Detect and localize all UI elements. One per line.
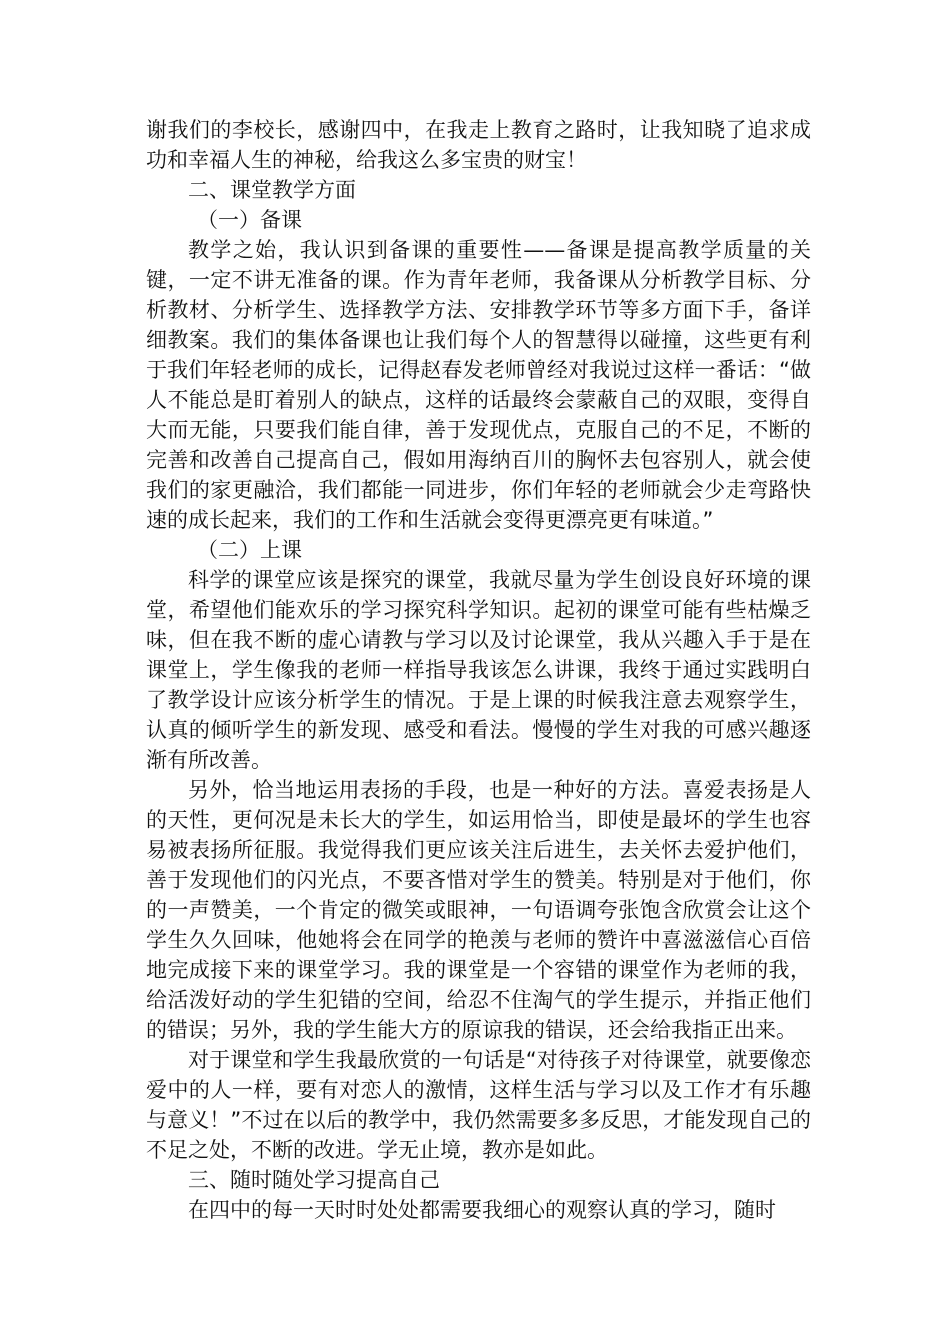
paragraph-favorite-quote: 对于课堂和学生我最欣赏的一句话是“对待孩子对待课堂，就要像恋爱中的人一样，要有对恋人的激情，这样生活与学习以及工作才有乐趣与意义！”不过在以后的教学中，我仍然需要多多反思，才能发现自己的不足之处，不断的改进。学无止境，教亦是如此。 [146, 1048, 811, 1162]
paragraph-lesson-prep: 教学之始，我认识到备课的重要性——备课是提高教学质量的关键，一定不讲无准备的课。作为青年老师，我备课从分析教学目标、分析教材、分析学生、选择教学方法、安排教学环节等多方面下手，备详细教案。我们的集体备课也让我们每个人的智慧得以碰撞，这些更有利于我们年轻老师的成长，记得赵春发老师曾经对我说过这样一番话：“做人不能总是盯着别人的缺点，这样的话最终会蒙蔽自己的双眼，变得自大而无能，只要我们能自律，善于发现优点，克服自己的不足，不断的完善和改善自己提高自己，假如用海纳百川的胸怀去包容别人，就会使我们的家更融洽，我们都能一同进步，你们年轻的老师就会少走弯路快速的成长起来，我们的工作和生活就会变得更漂亮更有味道。” [146, 238, 811, 532]
subheading-lesson-prep: （一）备课 [197, 208, 302, 232]
section-heading-learning: 三、随时随处学习提高自己 [188, 1168, 440, 1192]
section-heading-classroom-teaching: 二、课堂教学方面 [188, 178, 356, 202]
subheading-class: （二）上课 [197, 538, 302, 562]
paragraph-thanks: 谢我们的李校长，感谢四中，在我走上教育之路时，让我知晓了追求成功和幸福人生的神秘，给我这么多宝贵的财宝！ [146, 118, 811, 172]
document-body [146, 115, 811, 1225]
paragraph-class: 科学的课堂应该是探究的课堂，我就尽量为学生创设良好环境的课堂，希望他们能欢乐的学习探究科学知识。起初的课堂可能有些枯燥乏味，但在我不断的虚心请教与学习以及讨论课堂，我从兴趣入手于是在课堂上，学生像我的老师一样指导我该怎么讲课，我终于通过实践明白了教学设计应该分析学生的情况。于是上课的时候我注意去观察学生，认真的倾听学生的新发现、感受和看法。慢慢的学生对我的可感兴趣逐渐有所改善。 [146, 568, 811, 772]
paragraph-praise: 另外，恰当地运用表扬的手段，也是一种好的方法。喜爱表扬是人的天性，更何况是未长大的学生，如运用恰当，即使是最坏的学生也容易被表扬所征服。我觉得我们更应该关注后进生，去关怀去爱护他们，善于发现他们的闪光点，不要吝惜对学生的赞美。特别是对于他们，你的一声赞美，一个肯定的微笑或眼神，一句语调夸张饱含欣赏会让这个学生久久回味，他她将会在同学的艳羡与老师的赞许中喜滋滋信心百倍地完成接下来的课堂学习。我的课堂是一个容错的课堂作为老师的我，给活泼好动的学生犯错的空间，给忍不住淘气的学生提示，并指正他们的错误；另外，我的学生能大方的原谅我的错误，还会给我指正出来。 [146, 778, 811, 1042]
paragraph-learning: 在四中的每一天时时处处都需要我细心的观察认真的学习，随时 [188, 1198, 776, 1222]
